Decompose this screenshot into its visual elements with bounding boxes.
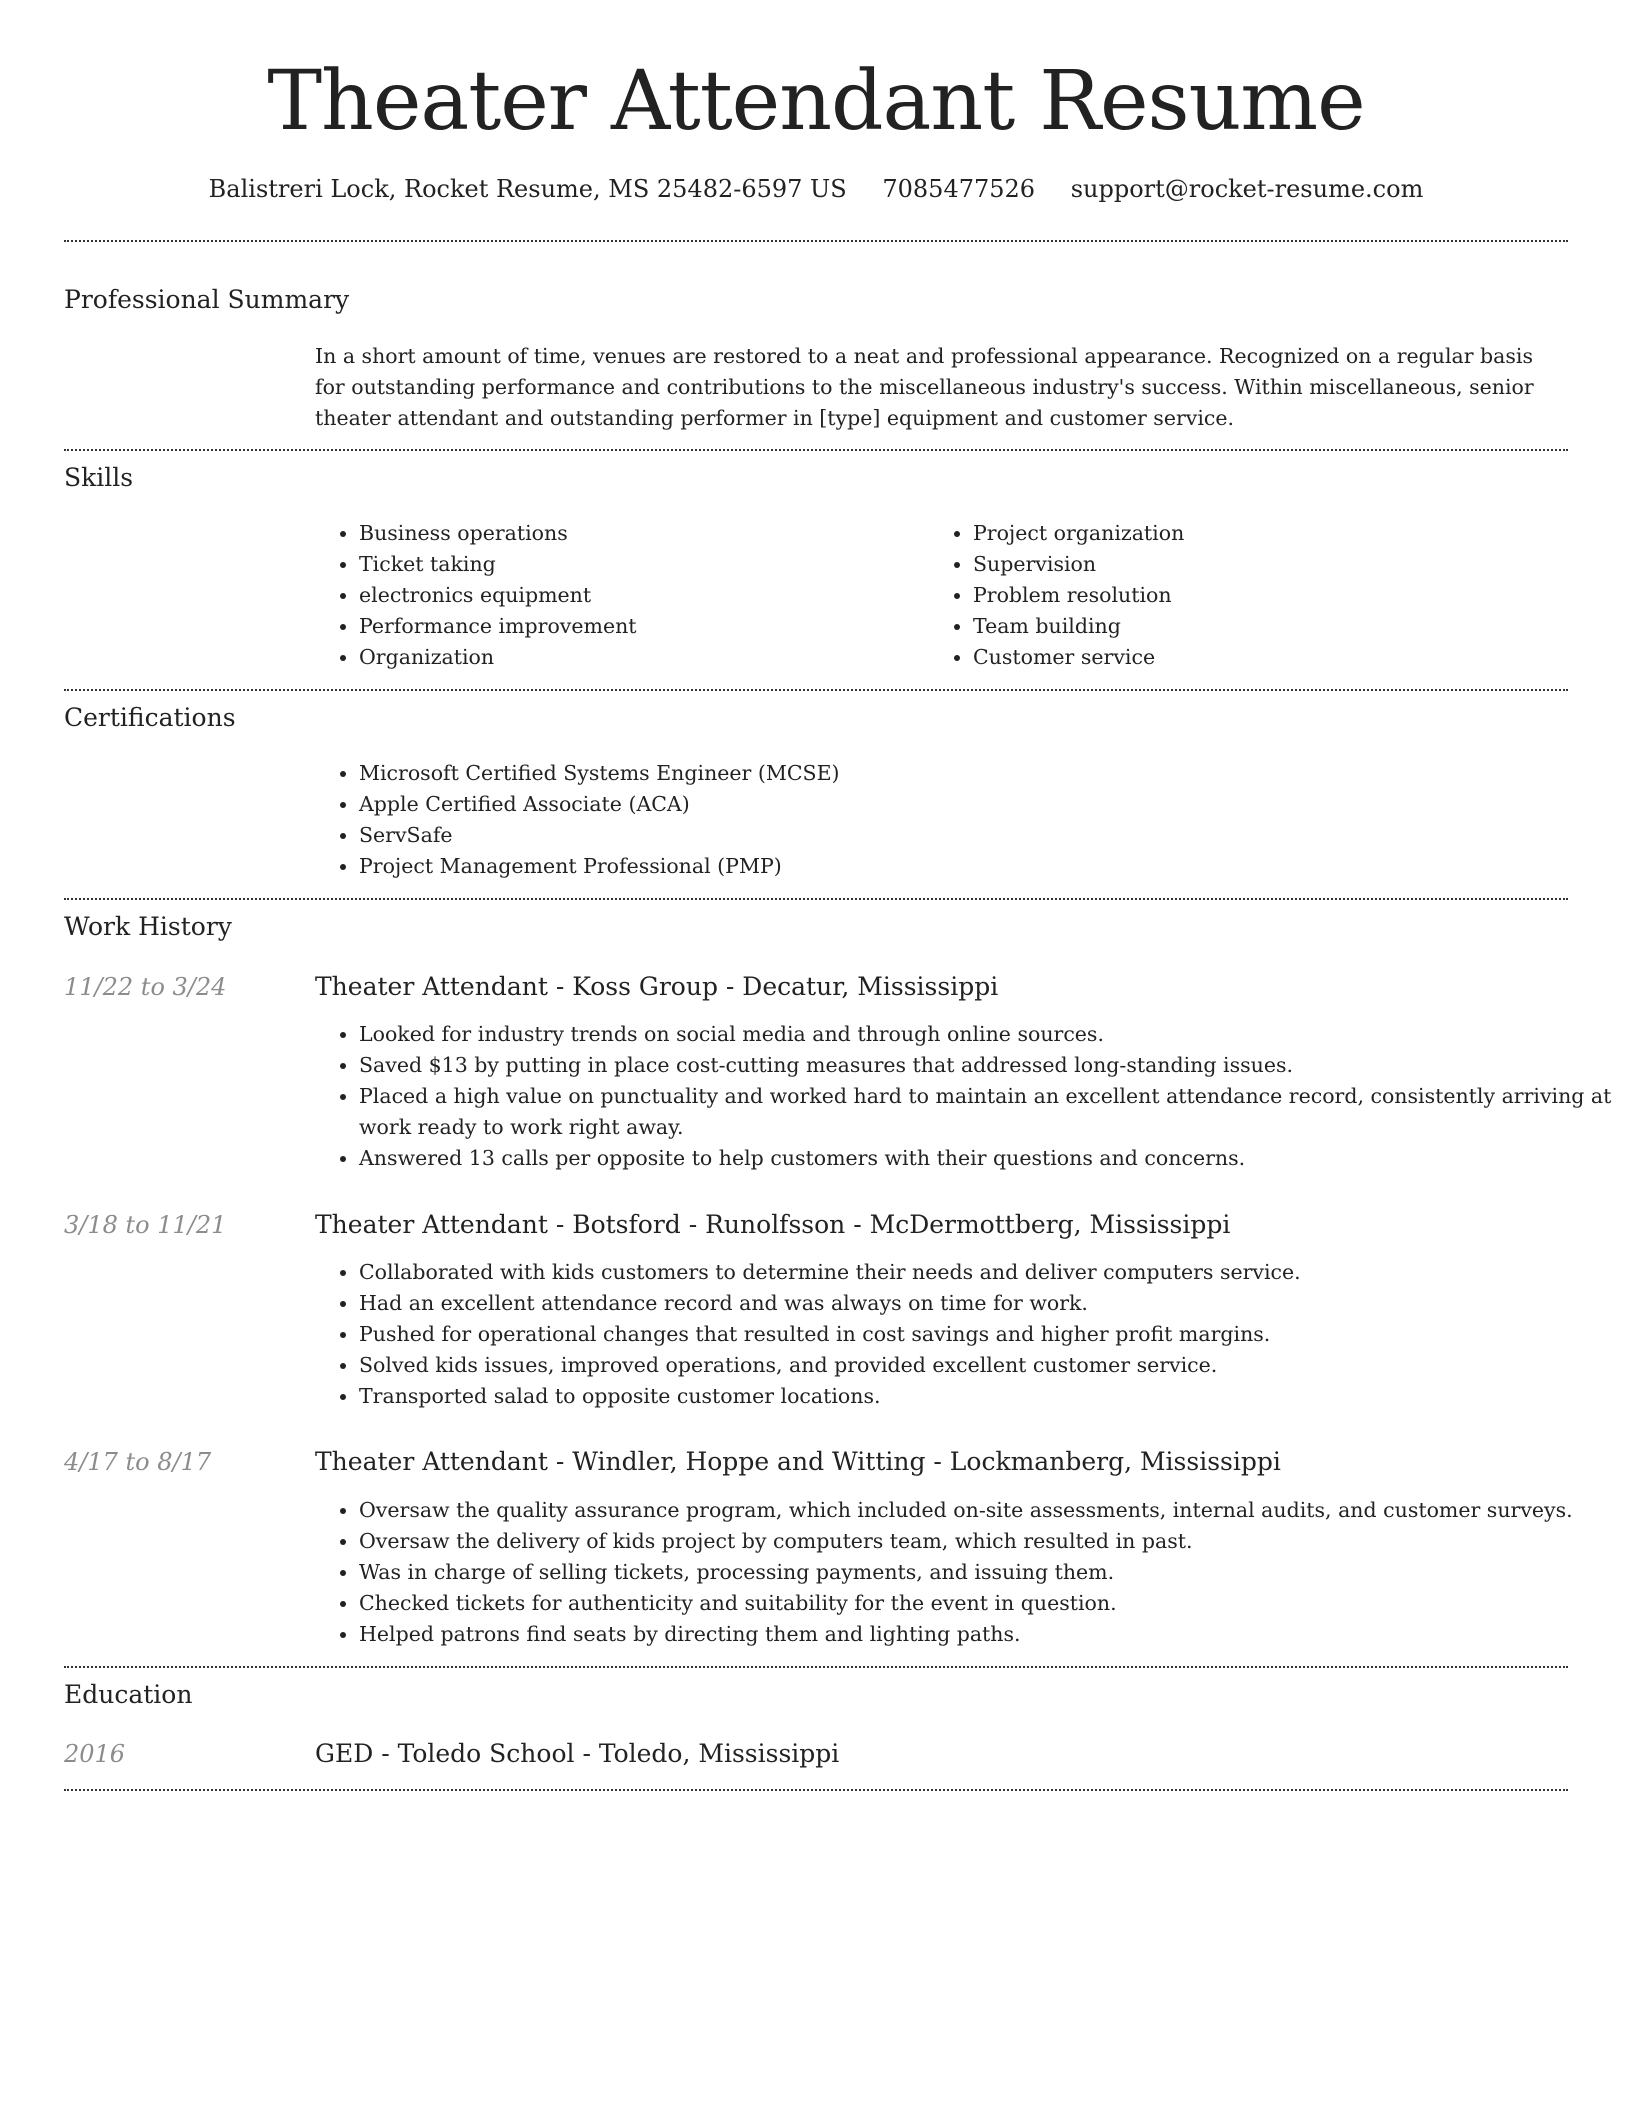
skill-item: • Team building	[973, 611, 1573, 642]
job-bullet: • Pushed for operational changes that resulted in cost savings and higher profit margins.	[359, 1319, 1612, 1350]
summary-heading: Professional Summary	[64, 285, 350, 314]
job-bullet: • Was in charge of selling tickets, processing payments, and issuing them.	[359, 1557, 1612, 1588]
summary-text: In a short amount of time, venues are restored to a neat and professional appearance. Recognized on a regular basis for outstanding performance and contributions to the miscellaneous industry's success. Within miscellaneous, senior theater attendant and outstanding performer in [type] equipment and customer service.	[315, 344, 1534, 430]
certification-item: • Apple Certified Associate (ACA)	[359, 789, 1559, 820]
job-bullet: • Had an excellent attendance record and was always on time for work.	[359, 1288, 1612, 1319]
job-dates: 4/17 to 8/17	[64, 1448, 212, 1476]
work-history-heading: Work History	[64, 912, 232, 941]
skill-item: • Organization	[359, 642, 919, 673]
skill-item: • Project organization	[973, 518, 1573, 549]
skill-item: • electronics equipment	[359, 580, 919, 611]
certification-item: • Microsoft Certified Systems Engineer (MCSE)	[359, 758, 1559, 789]
skills-list-right	[929, 518, 1573, 673]
job-title: Theater Attendant - Koss Group - Decatur, Mississippi	[315, 972, 999, 1001]
divider	[64, 240, 1568, 242]
job-bullets	[315, 1257, 1612, 1412]
page-title: Theater Attendant Resume	[267, 54, 1365, 149]
job-title: Theater Attendant - Windler, Hoppe and Witting - Lockmanberg, Mississippi	[315, 1447, 1281, 1476]
contact-line	[0, 172, 1632, 206]
job-bullet: • Oversaw the delivery of kids project by computers team, which resulted in past.	[359, 1526, 1612, 1557]
certification-item: • ServSafe	[359, 820, 1559, 851]
divider	[64, 689, 1568, 691]
divider	[64, 449, 1568, 451]
divider	[64, 1666, 1568, 1668]
education-entry: GED - Toledo School - Toledo, Mississippi	[315, 1739, 840, 1768]
job-bullet: • Answered 13 calls per opposite to help customers with their questions and concerns.	[359, 1143, 1612, 1174]
divider	[64, 898, 1568, 900]
skill-item: • Customer service	[973, 642, 1573, 673]
job-bullet: • Transported salad to opposite customer locations.	[359, 1381, 1612, 1412]
skill-item: • Problem resolution	[973, 580, 1573, 611]
job-bullets	[315, 1495, 1612, 1650]
certifications-heading: Certifications	[64, 703, 236, 732]
job-bullet: • Oversaw the quality assurance program, which included on-site assessments, internal audits, and customer surveys.	[359, 1495, 1612, 1526]
job-bullet: • Placed a high value on punctuality and worked hard to maintain an excellent attendance record, consistently arriving at work ready to work right away.	[359, 1081, 1612, 1143]
skill-item: • Ticket taking	[359, 549, 919, 580]
job-bullet: • Checked tickets for authenticity and suitability for the event in question.	[359, 1588, 1612, 1619]
divider	[64, 1789, 1568, 1791]
education-heading: Education	[64, 1680, 193, 1709]
skill-item: • Business operations	[359, 518, 919, 549]
certifications-list	[315, 758, 1559, 882]
skill-item: • Supervision	[973, 549, 1573, 580]
contact-address: Balistreri Lock, Rocket Resume, MS 25482-6597 US	[208, 175, 847, 203]
job-bullets	[315, 1019, 1612, 1174]
certification-item: • Project Management Professional (PMP)	[359, 851, 1559, 882]
skill-item: • Performance improvement	[359, 611, 919, 642]
job-bullet: • Looked for industry trends on social media and through online sources.	[359, 1019, 1612, 1050]
job-title: Theater Attendant - Botsford - Runolfsson - McDermottberg, Mississippi	[315, 1210, 1231, 1239]
education-year: 2016	[64, 1740, 126, 1768]
skills-heading: Skills	[64, 463, 134, 492]
job-bullet: • Saved $13 by putting in place cost-cutting measures that addressed long-standing issues.	[359, 1050, 1612, 1081]
skills-list-left	[315, 518, 919, 673]
contact-phone: 7085477526	[882, 175, 1036, 203]
job-bullet: • Helped patrons find seats by directing them and lighting paths.	[359, 1619, 1612, 1650]
job-dates: 3/18 to 11/21	[64, 1211, 227, 1239]
contact-email: support@rocket-resume.com	[1070, 175, 1424, 203]
job-bullet: • Solved kids issues, improved operations, and provided excellent customer service.	[359, 1350, 1612, 1381]
job-dates: 11/22 to 3/24	[64, 973, 227, 1001]
job-bullet: • Collaborated with kids customers to determine their needs and deliver computers service.	[359, 1257, 1612, 1288]
